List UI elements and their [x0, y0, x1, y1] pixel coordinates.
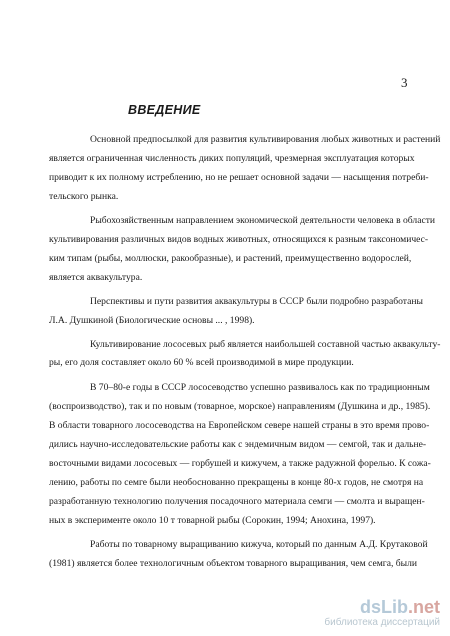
text-line: Перспективы и пути развития аквакультуры в СССР были подробно разработаны	[90, 296, 423, 307]
text-line: культивирования различных видов водных животных, относящихся к разным таксономичес-	[49, 234, 429, 245]
watermark	[324, 598, 440, 628]
text-line: дились научно-исследовательские работы как с эндемичным видом — семгой, так и дальне-	[49, 439, 427, 450]
text-line: лению, работы по семге были необоснованно прекращены в конце 80-х годов, не смотря на	[49, 477, 424, 488]
text-line: (воспроизводство), так и по новым (товарное, морское) направлениям (Душкина и др., 1985).	[49, 401, 431, 412]
watermark-logo	[324, 598, 440, 616]
text-line: ры, его доля составляет около 60 % всей производимой в мире продукции.	[49, 357, 354, 368]
watermark-logo-part2: .net	[407, 597, 440, 617]
watermark-tagline: библиотека диссертаций	[324, 617, 440, 628]
watermark-logo-part1: dsLib	[359, 597, 408, 617]
page-number: 3	[401, 75, 408, 90]
text-line: восточными видами лососевых — горбушей и кижучем, а также радужной форелью. К сожа-	[49, 458, 431, 469]
text-line: приводит к их полному истреблению, но не решает основной задачи — насыщения потреби-	[49, 172, 429, 183]
text-line: (1981) является более технологичным объектом товарного выращивания, чем семга, были	[49, 558, 418, 569]
text-line: ных в эксперименте около 10 т товарной рыбы (Сорокин, 1994; Анохина, 1997).	[49, 515, 376, 526]
text-line: является аквакультура.	[49, 272, 143, 283]
text-line: Л.А. Душкиной (Биологические основы ... , 1998).	[49, 315, 255, 326]
text-line: разработанную технологию получения посадочного материала семги — смолта и выращен-	[49, 496, 425, 507]
page-title: ВВЕДЕНИЕ	[128, 103, 201, 117]
text-line: ким типам (рыбы, моллюски, ракообразные), и растений, преимущественно водорослей,	[49, 253, 412, 264]
text-line: является ограниченная численность диких популяций, чрезмерная эксплуатация которых	[49, 153, 415, 164]
text-line: Культивирование лососевых рыб является наибольшей составной частью аквакульту-	[90, 339, 441, 350]
text-line: В области товарного лососеводства на Европейском севере нашей страны в это время прово-	[49, 420, 430, 431]
text-line: тельского рынка.	[49, 191, 119, 202]
text-line: Рыбохозяйственным направлением экономической деятельности человека в области	[90, 215, 436, 226]
text-line: В 70–80-е годы в СССР лососеводство успешно развивалось как по традиционным	[90, 382, 430, 393]
text-line: Основной предпосылкой для развития культивирования любых животных и растений	[90, 134, 441, 145]
text-line: Работы по товарному выращиванию кижуча, который по данным А.Д. Крутаковой	[90, 539, 428, 550]
